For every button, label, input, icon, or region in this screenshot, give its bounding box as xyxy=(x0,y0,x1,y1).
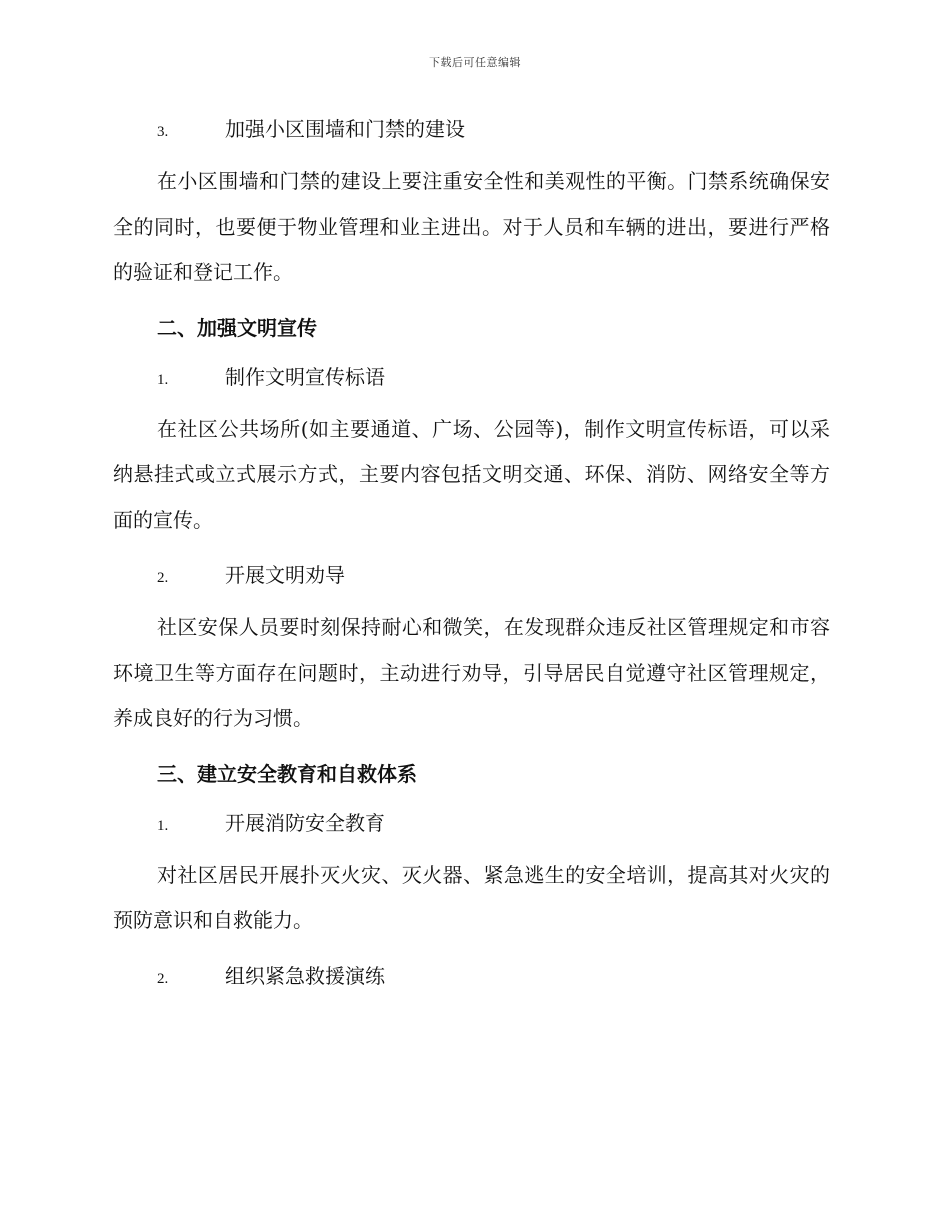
paragraph: 社区安保人员要时刻保持耐心和微笑，在发现群众违反社区管理规定和市容环境卫生等方面存在问题时，主动进行劝导，引导居民自觉遵守社区管理规定，养成良好的行为习惯。 xyxy=(113,615,830,730)
numbered-heading xyxy=(157,806,830,843)
numbered-heading xyxy=(157,959,830,996)
page-header: 下载后可任意编辑 xyxy=(429,56,521,69)
numbered-heading xyxy=(157,112,830,149)
paragraph: 在小区围墙和门禁的建设上要注重安全性和美观性的平衡。门禁系统确保安全的同时，也要便于物业管理和业主进出。对于人员和车辆的进出，要进行严格的验证和登记工作。 xyxy=(113,169,830,284)
document-body xyxy=(113,112,830,996)
paragraph: 在社区公共场所(如主要通道、广场、公园等)，制作文明宣传标语，可以采纳悬挂式或立式展示方式，主要内容包括文明交通、环保、消防、网络安全等方面的宣传。 xyxy=(113,416,830,532)
numbered-heading xyxy=(157,558,830,595)
item-number: 3. xyxy=(157,124,169,140)
item-number: 1. xyxy=(157,817,169,834)
section-heading: 三、建立安全教育和自救体系 xyxy=(157,761,417,786)
item-title: 加强小区围墙和门禁的建设 xyxy=(225,117,465,141)
item-title: 制作文明宣传标语 xyxy=(225,364,385,389)
item-title: 开展文明劝导 xyxy=(225,563,345,587)
item-number: 2. xyxy=(157,970,169,987)
item-number: 1. xyxy=(157,371,169,388)
item-title: 开展消防安全教育 xyxy=(225,810,385,835)
numbered-heading xyxy=(157,360,830,397)
paragraph: 对社区居民开展扑灭火灾、灭火器、紧急逃生的安全培训，提高其对火灾的预防意识和自救能力。 xyxy=(113,862,830,932)
item-number: 2. xyxy=(157,570,169,586)
item-title: 组织紧急救援演练 xyxy=(225,963,385,988)
section-heading: 二、加强文明宣传 xyxy=(157,315,317,340)
